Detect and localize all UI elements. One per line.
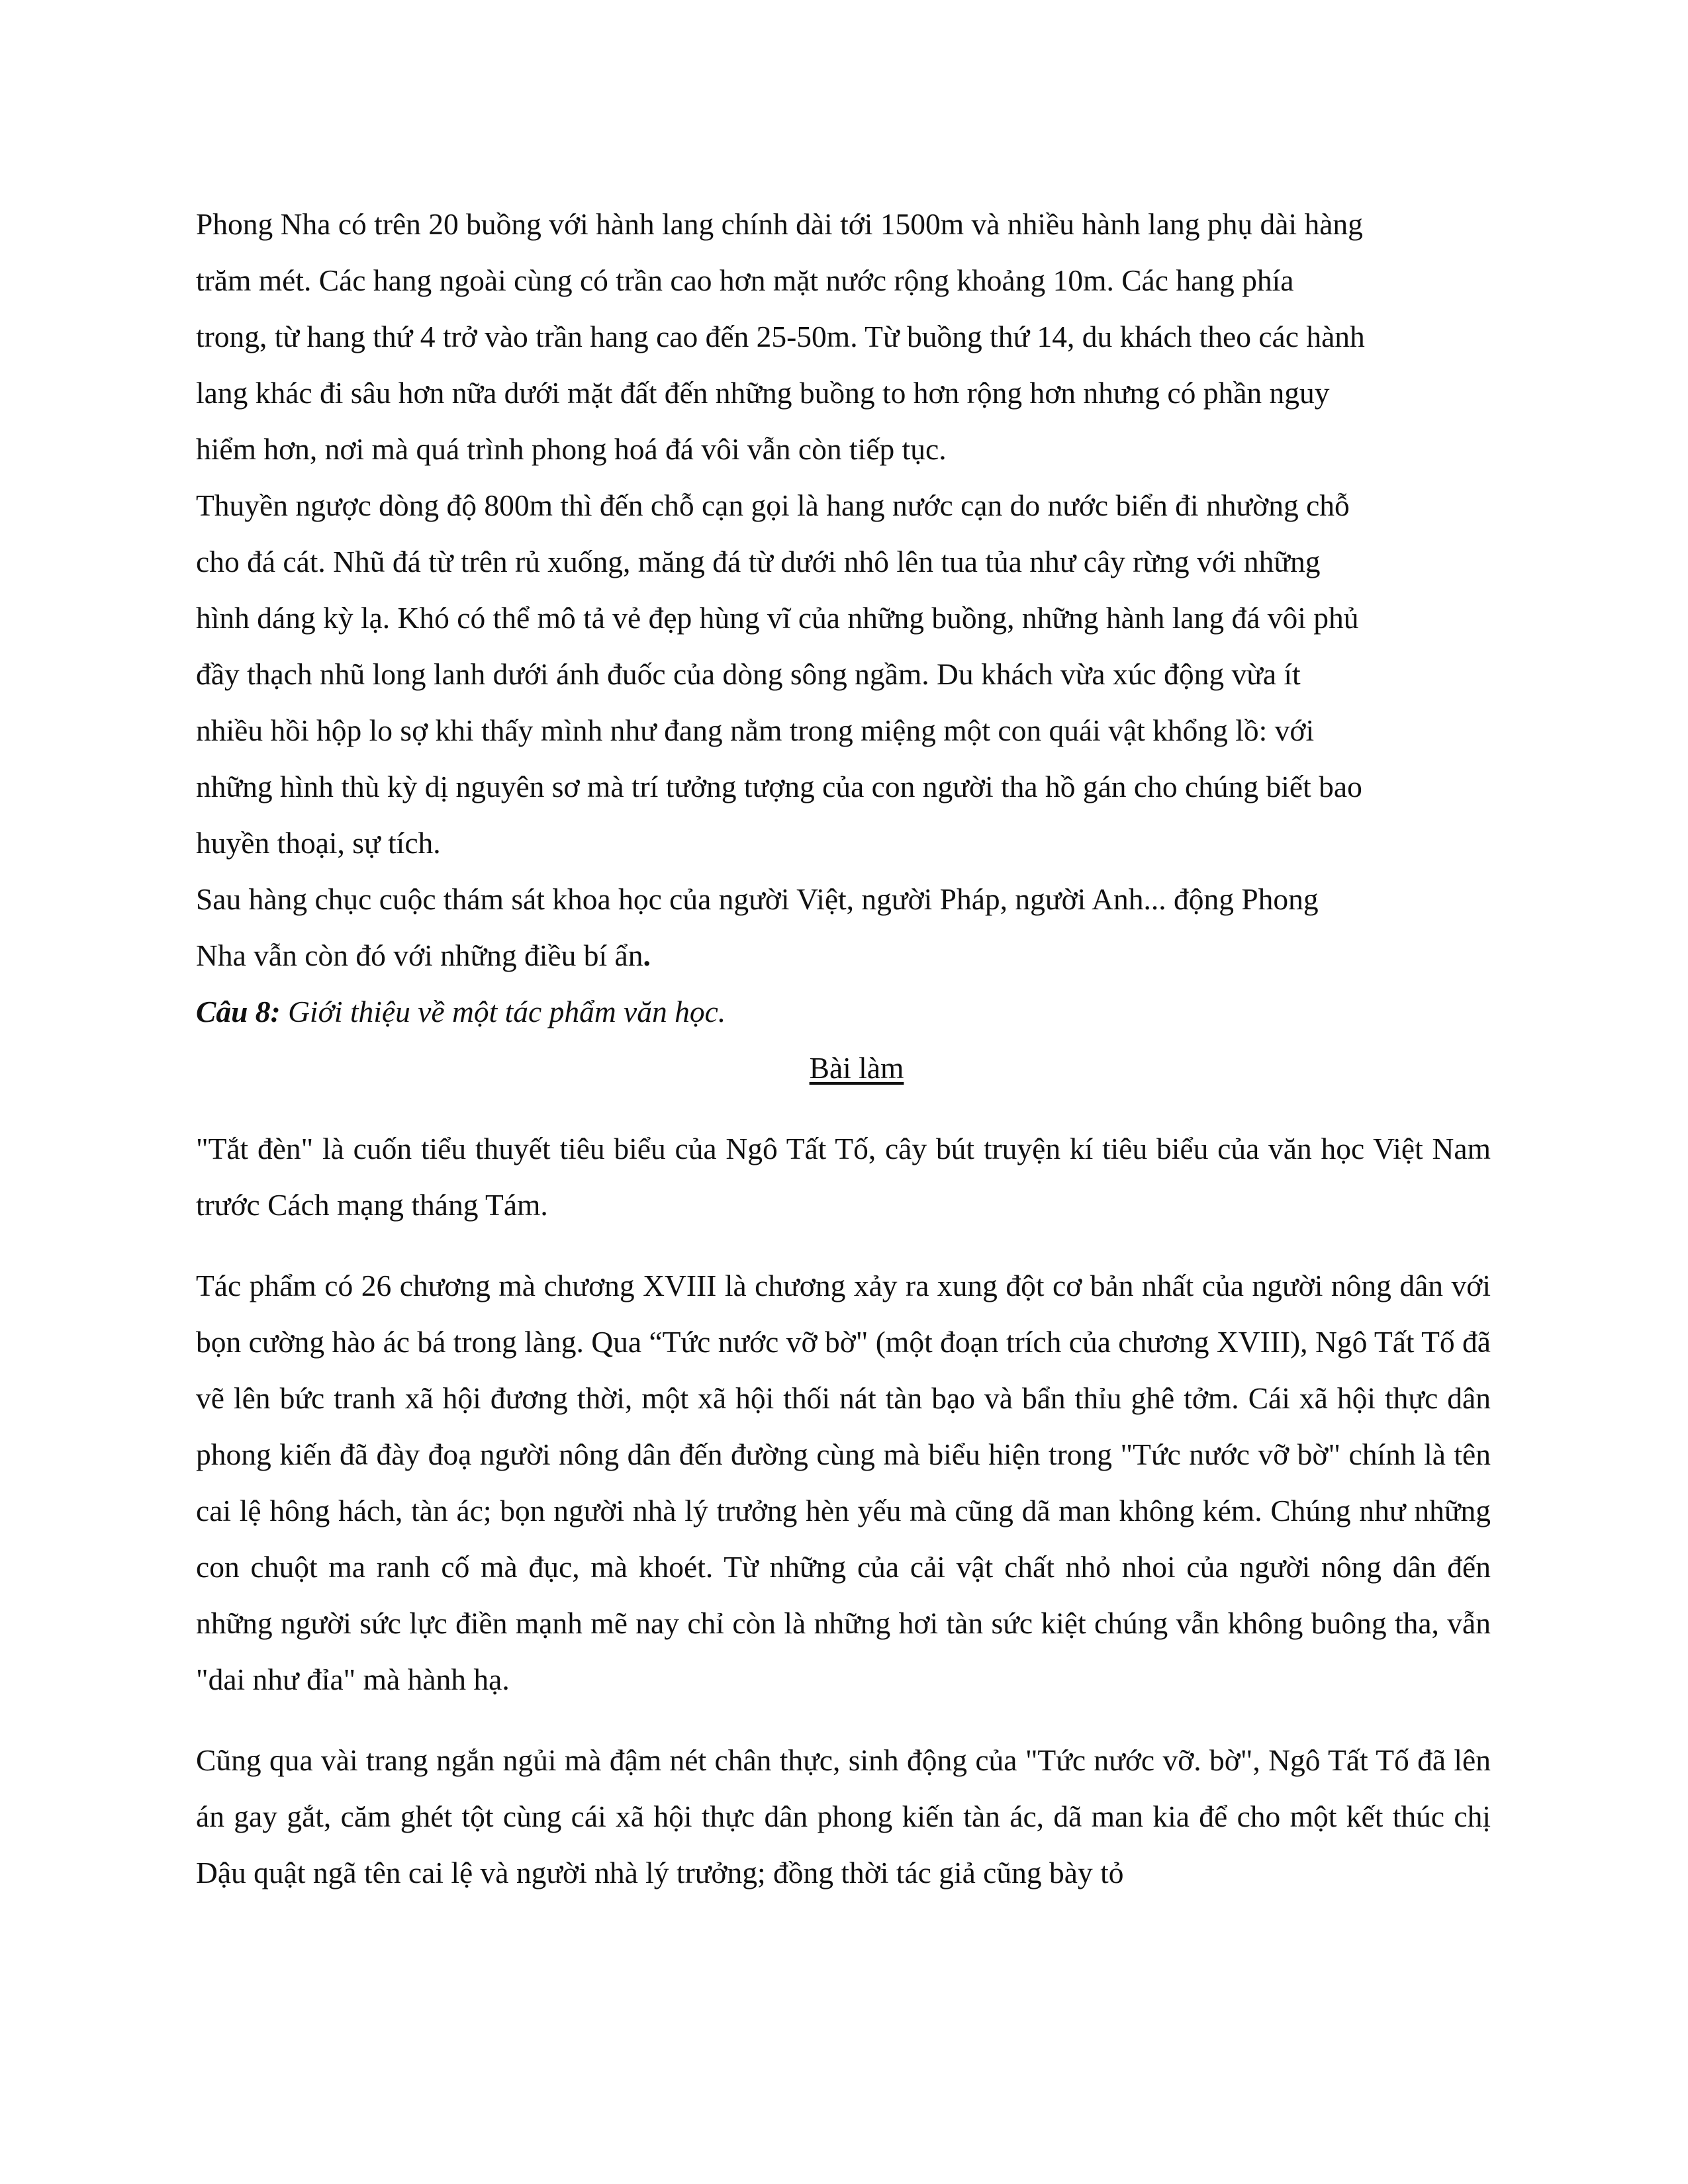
question-text: Giới thiệu về một tác phẩm văn học. (280, 995, 726, 1028)
paragraph-phong-nha-chambers: Phong Nha có trên 20 buồng với hành lang chính dài tới 1500m và nhiều hành lang phụ dài hàng trăm mét. Các hang ngoài cùng có trần cao hơn mặt nước rộng khoảng 10m. Các hang phía trong, từ hang thứ 4 trở vào trần hang cao đến 25-50m. Từ buồng thứ 14, du khách theo các hành lang khác đi sâu hơn nữa dưới mặt đất đến những buồng to hơn rộng hơn nhưng có phần nguy hiểm hơn, nơi mà quá trình phong hoá đá vôi vẫn còn tiếp tục. (196, 207, 1365, 466)
paragraph-boat-journey: Thuyền ngược dòng độ 800m thì đến chỗ cạn gọi là hang nước cạn do nước biển đi nhường chỗ cho đá cát. Nhũ đá từ trên rủ xuống, măng đá từ dưới nhô lên tua tủa như cây rừng với những hình dáng kỳ lạ. Khó có thể mô tả vẻ đẹp hùng vĩ của những buồng, những hành lang đá vôi phủ đầy thạch nhũ long lanh dưới ánh đuốc của dòng sông ngầm. Du khách vừa xúc động vừa ít nhiều hồi hộp lo sợ khi thấy mình như đang nằm trong miệng một con quái vật khổng lồ: với những hình thù kỳ dị nguyên sơ mà trí tưởng tượng của con người tha hồ gán cho chúng biết bao huyền thoại, sự tích. (196, 488, 1362, 860)
question-label: Câu 8: (196, 995, 281, 1028)
paragraph-expeditions (196, 871, 1491, 983)
essay-paragraph-chapter: Tác phẩm có 26 chương mà chương XVIII là chương xảy ra xung đột cơ bản nhất của người nông dân với bọn cường hào ác bá trong làng. Qua “Tức nước vỡ bờ" (một đoạn trích của chương XVIII), Ngô Tất Tố đã vẽ lên bức tranh xã hội đương thời, một xã hội thối nát tàn bạo và bẩn thỉu ghê tởm. Cái xã hội thực dân phong kiến đã đày đoạ người nông dân đến đường cùng mà biểu hiện trong "Tức nước vỡ bờ" chính là tên cai lệ hông hách, tàn ác; bọn người nhà lý trưởng hèn yếu mà cũng dã man không kém. Chúng như những con chuột ma ranh cố mà đục, mà khoét. Từ những của cải vật chất nhỏ nhoi của người nông dân đến những người sức lực điền mạnh mẽ nay chỉ còn là những hơi tàn sức kiệt chúng vẫn không buông tha, vẫn "dai như đỉa" mà hành hạ. (196, 1269, 1491, 1696)
paragraph-expeditions-end: . (643, 938, 651, 972)
essay-paragraph-intro: "Tắt đèn" là cuốn tiểu thuyết tiêu biểu của Ngô Tất Tố, cây bút truyện kí tiêu biểu của văn học Việt Nam trước Cách mạng tháng Tám. (196, 1132, 1491, 1222)
document-body (196, 196, 1491, 1901)
essay-paragraph-conclusion: Cũng qua vài trang ngắn ngủi mà đậm nét chân thực, sinh động của "Tức nước vỡ. bờ", Ngô Tất Tố đã lên án gay gắt, căm ghét tột cùng cái xã hội thực dân phong kiến tàn ác, dã man kia để cho một kết thúc chị Dậu quật ngã tên cai lệ và người nhà lý trưởng; đồng thời tác giả cũng bày tỏ (196, 1743, 1491, 1889)
paragraph-expeditions-text: Sau hàng chục cuộc thám sát khoa học của người Việt, người Pháp, người Anh... động Phong Nha vẫn còn đó với những điều bí ẩn (196, 882, 1319, 972)
answer-heading-text: Bài làm (809, 1051, 904, 1085)
question-heading (196, 983, 1491, 1040)
answer-heading (196, 1040, 1491, 1096)
